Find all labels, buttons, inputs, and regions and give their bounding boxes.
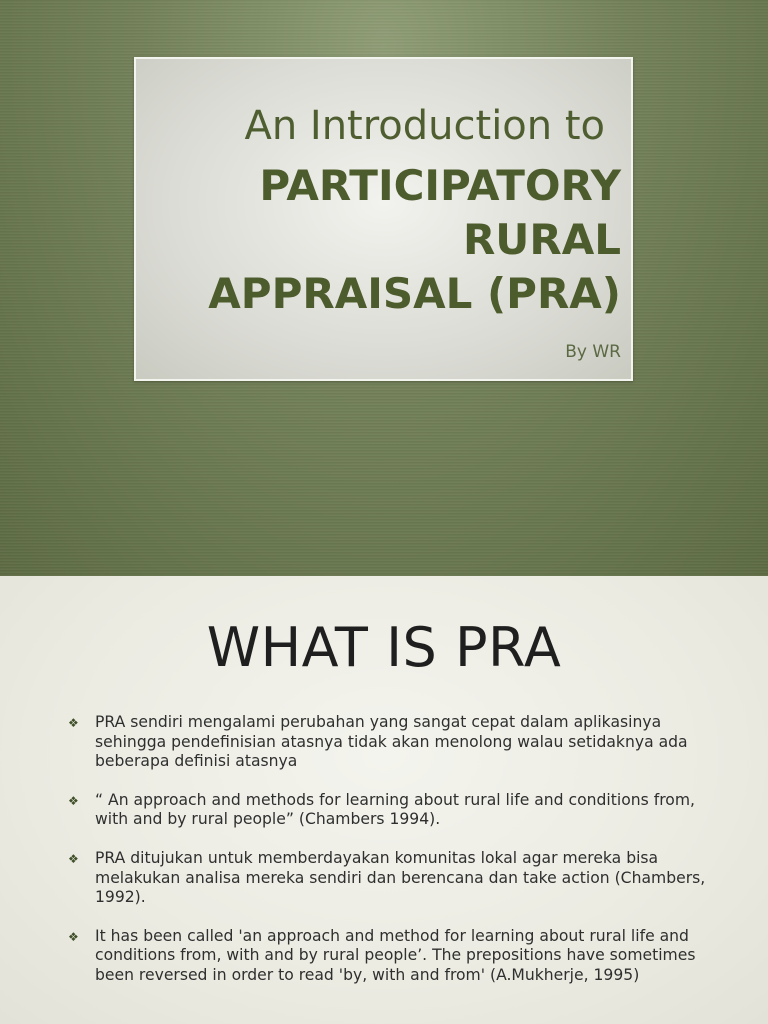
slide-title: WHAT IS PRA [206, 616, 562, 679]
diamond-bullet-icon: ❖ [68, 716, 79, 730]
main-title-line: RURAL [462, 215, 621, 264]
bullet-item [68, 791, 708, 830]
bullet-text: It has been called 'an approach and method for learning about rural life and conditions from, with and by rural people’. The prepositions have sometimes been reversed in order to read 'by, with and from' (A.Mukherje, 1995) [95, 926, 696, 984]
byline: By WR [565, 342, 621, 362]
bullet-list [68, 713, 708, 1005]
main-title-line: PARTICIPATORY [259, 161, 621, 210]
bullet-text: PRA ditujukan untuk memberdayakan komunitas lokal agar mereka bisa melakukan analisa mereka sendiri dan berencana dan take action (Chambers, 1992). [95, 848, 706, 907]
title-box [134, 57, 633, 381]
bullet-text: PRA sendiri mengalami perubahan yang sangat cepat dalam aplikasinya sehingga pendefinisian atasnya tidak akan menolong walau setidaknya ada beberapa definisi atasnya [95, 713, 688, 771]
main-title [151, 159, 621, 321]
bullet-text: “ An approach and methods for learning about rural life and conditions from, with and by rural people” (Chambers 1994). [95, 790, 695, 829]
bullet-item [68, 849, 708, 908]
what-is-pra-slide [0, 576, 768, 1024]
bullet-item [68, 713, 708, 772]
intro-text: An Introduction to [244, 103, 605, 149]
diamond-bullet-icon: ❖ [68, 793, 79, 808]
diamond-bullet-icon: ❖ [68, 929, 79, 944]
bullet-item [68, 927, 708, 986]
main-title-line: APPRAISAL (PRA) [208, 269, 621, 318]
diamond-bullet-icon: ❖ [68, 851, 79, 866]
